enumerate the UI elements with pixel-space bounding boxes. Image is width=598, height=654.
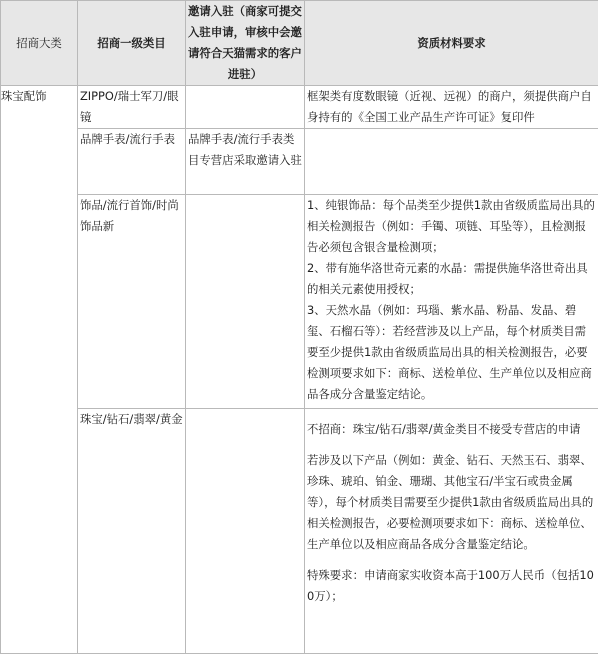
header-invite: 邀请入驻（商家可提交入驻申请，审核中会邀请符合天猫需求的客户进驻） (186, 1, 305, 86)
table-row (1, 409, 598, 654)
table-row (1, 129, 598, 195)
category-cell: 品牌手表/流行手表 (78, 129, 186, 195)
invite-cell (186, 409, 305, 654)
table-row (1, 195, 598, 409)
invite-cell: 品牌手表/流行手表类目专营店采取邀请入驻 (186, 129, 305, 195)
header-level1-category: 招商一级类目 (78, 1, 186, 86)
requirement-text: 3、天然水晶（例如：玛瑙、紫水晶、粉晶、发晶、碧玺、石榴石等）：若经营涉及以上产品，每个材质类目需要至少提供1款由省级质监局出具的相关检测报告，必要检测项要求如下：商标、送检单位、生产单位以及相应商品各成分含量鉴定结论。 (307, 300, 596, 405)
requirement-text: 2、带有施华洛世奇元素的水晶：需提供施华洛世奇出具的相关元素使用授权； (307, 258, 596, 300)
header-requirements: 资质材料要求 (305, 1, 598, 86)
requirement-text: 若涉及以下产品（例如：黄金、钻石、天然玉石、翡翠、珍珠、琥珀、铂金、珊瑚、其他宝石/半宝石或贵金属等），每个材质类目需要至少提供1款由省级质监局出具的相关检测报告，必要检测项要求如下：商标、送检单位、生产单位以及相应商品各成分含量鉴定结论。 (307, 450, 596, 555)
category-cell: 饰品/流行首饰/时尚饰品新 (78, 195, 186, 409)
invite-cell (186, 195, 305, 409)
requirement-text: 1、纯银饰品：每个品类至少提供1款由省级质监局出具的相关检测报告（例如：手镯、项链、耳坠等），且检测报告必须包含银含量检测项； (307, 195, 596, 258)
invite-cell (186, 86, 305, 129)
requirements-cell (305, 129, 598, 195)
major-category-cell: 珠宝配饰 (1, 86, 78, 654)
requirement-text: 特殊要求：申请商家实收资本高于100万人民币（包括100万）； (307, 565, 596, 607)
table-row (1, 86, 598, 129)
category-cell: ZIPPO/瑞士军刀/眼镜 (78, 86, 186, 129)
requirements-cell (305, 86, 598, 129)
spacer (307, 409, 596, 419)
header-major-category: 招商大类 (1, 1, 78, 86)
requirement-text: 不招商：珠宝/钻石/翡翠/黄金类目不接受专营店的申请 (307, 419, 596, 440)
requirements-cell (305, 409, 598, 654)
requirements-cell (305, 195, 598, 409)
requirement-text: 框架类有度数眼镜（近视、远视）的商户，须提供商户自身持有的《全国工业产品生产许可证》复印件 (307, 86, 596, 128)
table-header-row (1, 1, 598, 86)
spacer (307, 555, 596, 565)
category-cell: 珠宝/钻石/翡翠/黄金 (78, 409, 186, 654)
spacer (307, 440, 596, 450)
